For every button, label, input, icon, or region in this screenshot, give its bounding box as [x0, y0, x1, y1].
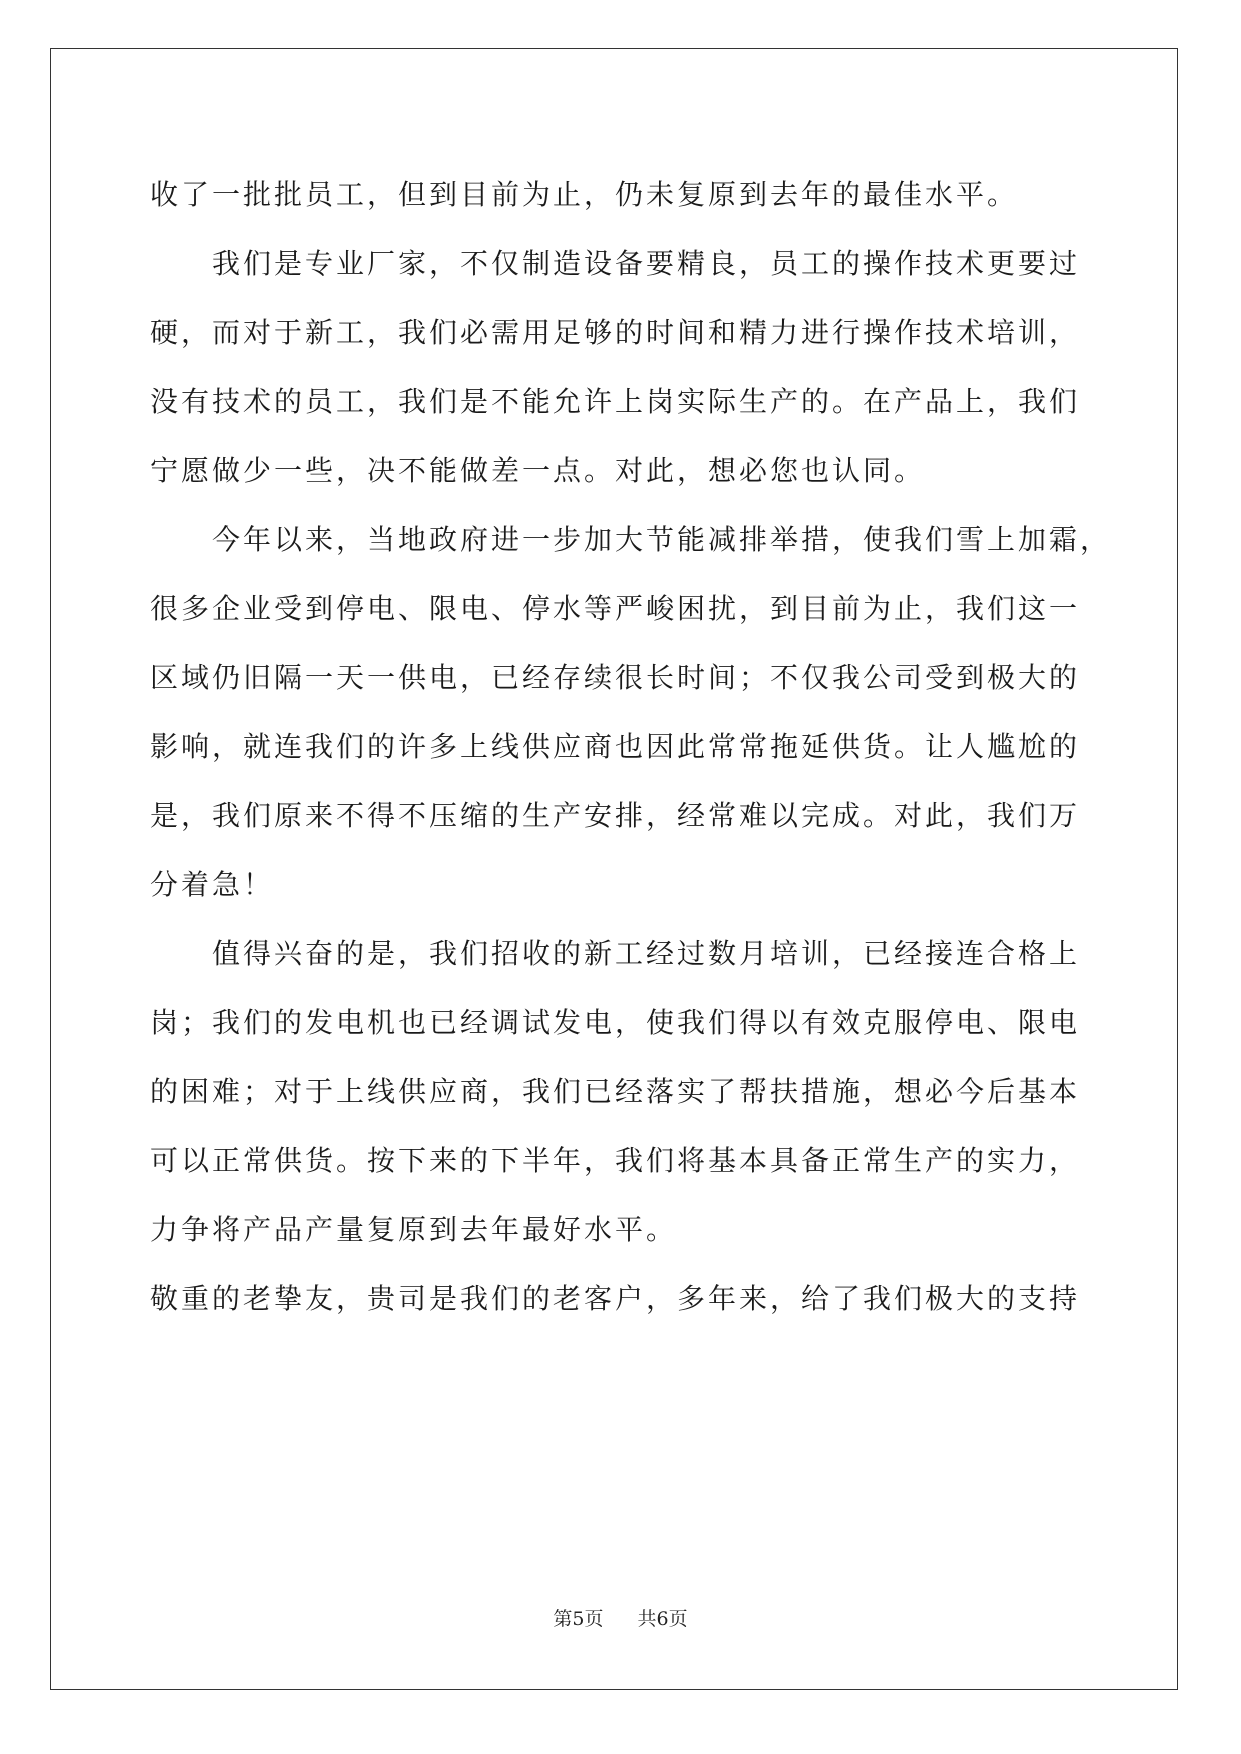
text-line: 可以正常供货。按下来的下半年，我们将基本具备正常生产的实力，	[150, 1144, 1081, 1177]
paragraph-1	[150, 160, 1090, 229]
paragraph-5	[150, 1264, 1090, 1333]
text-line: 分着急！	[150, 868, 275, 901]
paragraph-3	[150, 505, 1112, 919]
text-line: 没有技术的员工，我们是不能允许上岗实际生产的。在产品上，我们	[150, 385, 1081, 418]
text-line: 敬重的老挚友，贵司是我们的老客户，多年来，给了我们极大的支持	[150, 1282, 1081, 1315]
text-line: 岗；我们的发电机也已经调试发电，使我们得以有效克服停电、限电	[150, 1006, 1081, 1039]
text-line: 硬，而对于新工，我们必需用足够的时间和精力进行操作技术培训，	[150, 316, 1081, 349]
text-line: 的困难；对于上线供应商，我们已经落实了帮扶措施，想必今后基本	[150, 1075, 1081, 1108]
paragraph-2	[150, 229, 1090, 505]
page-number: 第5页	[553, 1608, 604, 1630]
page-total: 共6页	[637, 1608, 688, 1630]
text-line: 影响，就连我们的许多上线供应商也因此常常拖延供货。让人尴尬的	[150, 730, 1081, 763]
text-line: 收了一批批员工，但到目前为止，仍未复原到去年的最佳水平。	[150, 178, 1019, 211]
page-footer	[0, 1604, 1241, 1631]
text-line: 我们是专业厂家，不仅制造设备要精良，员工的操作技术更要过	[212, 247, 1081, 280]
text-line: 很多企业受到停电、限电、停水等严峻困扰，到目前为止，我们这一	[150, 592, 1081, 625]
document-body	[150, 160, 1112, 1333]
text-line: 宁愿做少一些，决不能做差一点。对此，想必您也认同。	[150, 454, 926, 487]
text-line: 今年以来，当地政府进一步加大节能减排举措，使我们雪上加霜，	[212, 523, 1112, 556]
text-line: 区域仍旧隔一天一供电，已经存续很长时间；不仅我公司受到极大的	[150, 661, 1081, 694]
text-line: 值得兴奋的是，我们招收的新工经过数月培训，已经接连合格上	[212, 937, 1081, 970]
text-line: 力争将产品产量复原到去年最好水平。	[150, 1213, 678, 1246]
text-line: 是，我们原来不得不压缩的生产安排，经常难以完成。对此，我们万	[150, 799, 1081, 832]
paragraph-4	[150, 919, 1090, 1264]
